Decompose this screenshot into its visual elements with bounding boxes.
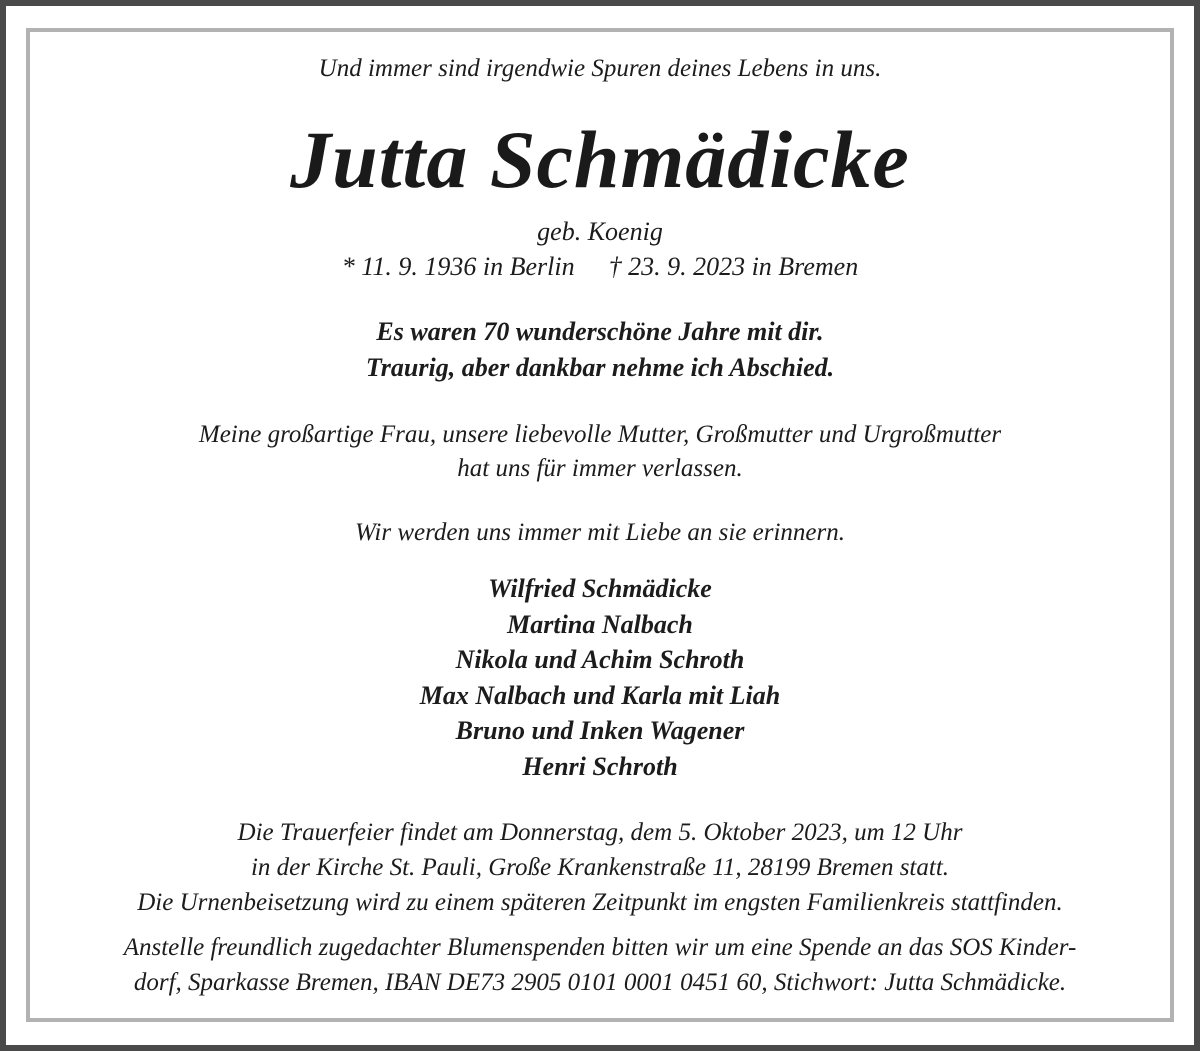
mourner-name: Max Nalbach und Karla mit Liah bbox=[419, 680, 781, 710]
birth-date: * 11. 9. 1936 in Berlin bbox=[341, 252, 575, 281]
motto-text: Und immer sind irgendwie Spuren deines Lebens in uns. bbox=[318, 55, 882, 82]
announcement-line: hat uns für immer verlassen. bbox=[457, 455, 743, 482]
birth-name-section bbox=[36, 216, 1164, 248]
donation-info bbox=[36, 930, 1164, 1000]
deceased-name: Jutta Schmädicke bbox=[290, 114, 910, 205]
deceased-name-section bbox=[36, 112, 1164, 208]
life-dates bbox=[36, 251, 1164, 283]
announcement-line: Meine großartige Frau, unsere liebevolle Mutter, Großmutter und Urgroßmutter bbox=[198, 421, 1002, 448]
service-line: Die Trauerfeier findet am Donnerstag, dem 5. Oktober 2023, um 12 Uhr bbox=[237, 819, 963, 846]
donation-line: dorf, Sparkasse Bremen, IBAN DE73 2905 0101 0001 0451 60, Stichwort: Jutta Schmädicke. bbox=[133, 969, 1067, 996]
mourner-name: Henri Schroth bbox=[522, 751, 678, 781]
service-line: Die Urnenbeisetzung wird zu einem späteren Zeitpunkt im engsten Familienkreis stattfinden. bbox=[137, 889, 1063, 916]
service-line: in der Kirche St. Pauli, Große Krankenstraße 11, 28199 Bremen statt. bbox=[250, 854, 950, 881]
farewell-line: Traurig, aber dankbar nehme ich Abschied. bbox=[365, 353, 835, 382]
death-date: † 23. 9. 2023 in Bremen bbox=[608, 252, 859, 281]
mourner-name: Martina Nalbach bbox=[507, 609, 693, 639]
farewell-section bbox=[36, 314, 1164, 386]
motto-section bbox=[36, 54, 1164, 84]
birth-name: geb. Koenig bbox=[537, 217, 663, 246]
announcement-section bbox=[36, 418, 1164, 486]
remembrance-text: Wir werden uns immer mit Liebe an sie erinnern. bbox=[354, 519, 845, 546]
farewell-line: Es waren 70 wunderschöne Jahre mit dir. bbox=[376, 317, 824, 346]
funeral-service-info bbox=[36, 815, 1164, 920]
remembrance-section bbox=[36, 516, 1164, 550]
donation-line: Anstelle freundlich zugedachter Blumenspenden bitten wir um eine Spende an das SOS Kinder- bbox=[123, 934, 1077, 961]
mourner-name: Nikola und Achim Schroth bbox=[455, 645, 745, 675]
mourner-name: Bruno und Inken Wagener bbox=[455, 716, 745, 746]
mourner-name: Wilfried Schmädicke bbox=[488, 574, 712, 603]
mourners-list bbox=[36, 571, 1164, 785]
